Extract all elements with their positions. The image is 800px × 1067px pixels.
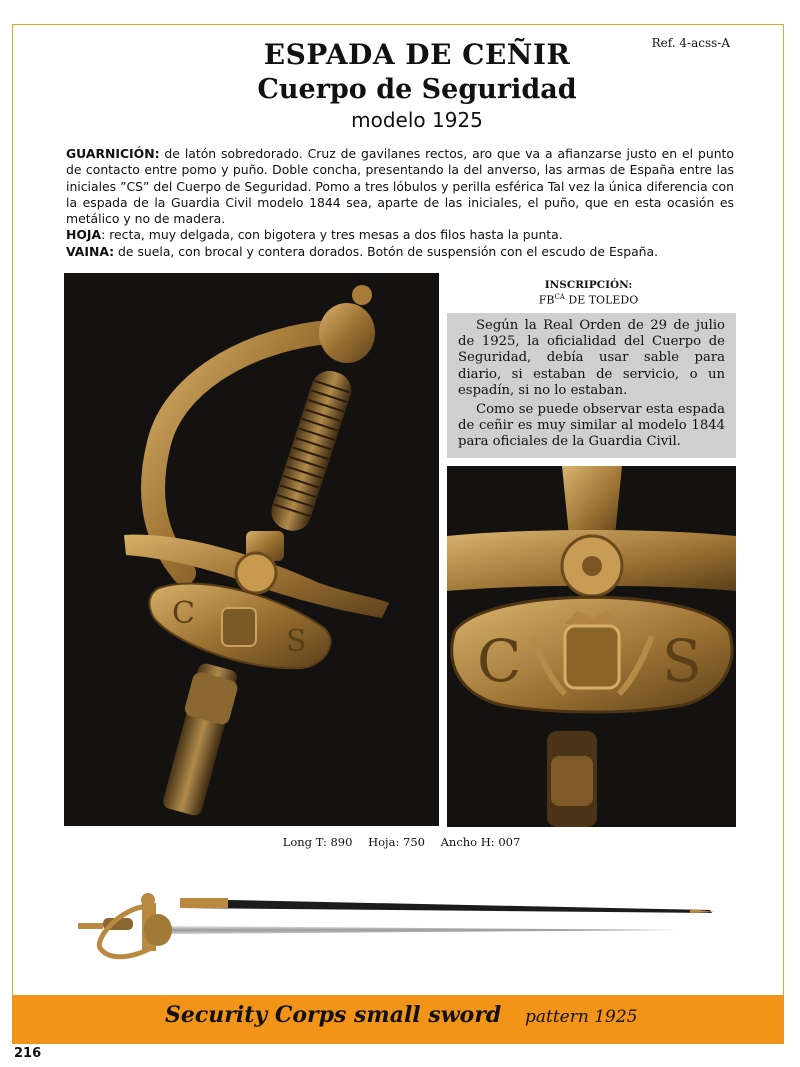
guarnicion-paragraph <box>66 146 734 227</box>
title-line-2: Cuerpo de Seguridad <box>257 74 577 105</box>
guarnicion-text: de latón sobredorado. Cruz de gavilanes rectos, aro que va a afianzarse justo en el punto de contacto entre pomo y puño. Doble concha, presentando la del anverso, las armas de España entre las iniciales ”CS” del Cuerpo de Seguridad. Pomo a tres lóbulos y perilla esférica Tal vez la única diferencia con la espada de la Guardia Civil modelo 1844 sea, aparte de las iniciales, el puño, que en esta ocasión es metálico y no de madera. <box>66 146 734 227</box>
english-subtitle: pattern 1925 <box>525 1007 638 1027</box>
measure-long: Long T: 890 <box>282 835 353 849</box>
hilt-photo <box>64 273 439 826</box>
inscription-superscript: CA <box>554 293 565 301</box>
note-paragraph-2: Como se puede observar esta espada de ceñir es muy similar al modelo 1844 para oficiales de la Guardia Civil. <box>458 402 725 450</box>
shell-detail-illustration <box>447 466 736 827</box>
historical-note <box>447 313 736 458</box>
page-number: 216 <box>14 1046 42 1061</box>
vaina-paragraph <box>66 244 734 260</box>
hoja-text: : recta, muy delgada, con bigotera y tres mesas a dos filos hasta la punta. <box>101 227 563 243</box>
shell-detail-photo <box>447 466 736 827</box>
english-title: Security Corps small sword <box>165 1002 502 1028</box>
shell-initial-left: C <box>172 596 195 631</box>
vaina-text: de suela, con brocal y contera dorados. Botón de suspensión con el escudo de España. <box>114 243 659 259</box>
detail-initial-left: C <box>477 627 522 695</box>
title-line-3: modelo 1925 <box>351 108 483 132</box>
measure-hoja: Hoja: 750 <box>368 835 425 849</box>
full-sword-photo <box>60 878 730 972</box>
hoja-label: HOJA <box>66 227 102 243</box>
vaina-label: VAINA: <box>66 243 115 259</box>
title-line-1: ESPADA DE CEÑIR <box>263 38 571 71</box>
description <box>66 146 734 260</box>
detail-initial-right: S <box>662 627 702 695</box>
guarnicion-label: GUARNICIÓN: <box>66 146 160 161</box>
inscription-heading: INSCRIPCIÓN: <box>544 279 633 291</box>
full-sword-illustration <box>60 878 730 972</box>
measurements <box>64 835 739 849</box>
hilt-illustration <box>64 273 439 826</box>
note-paragraph-1: Según la Real Orden de 29 de julio de 1925, la oficialidad del Cuerpo de Seguridad, debía usar sable para diario, si estaban de servicio, o un espadín, si no lo estaban. <box>458 318 725 398</box>
measure-ancho: Ancho H: 007 <box>440 835 521 849</box>
inscription-prefix: FB <box>538 293 555 307</box>
reference-code: Ref. 4-acss-A <box>651 36 730 50</box>
inscription-suffix: DE TOLEDO <box>564 293 639 307</box>
shell-initial-right: S <box>286 624 307 659</box>
inscription-value <box>447 293 730 307</box>
hoja-paragraph <box>66 227 734 243</box>
